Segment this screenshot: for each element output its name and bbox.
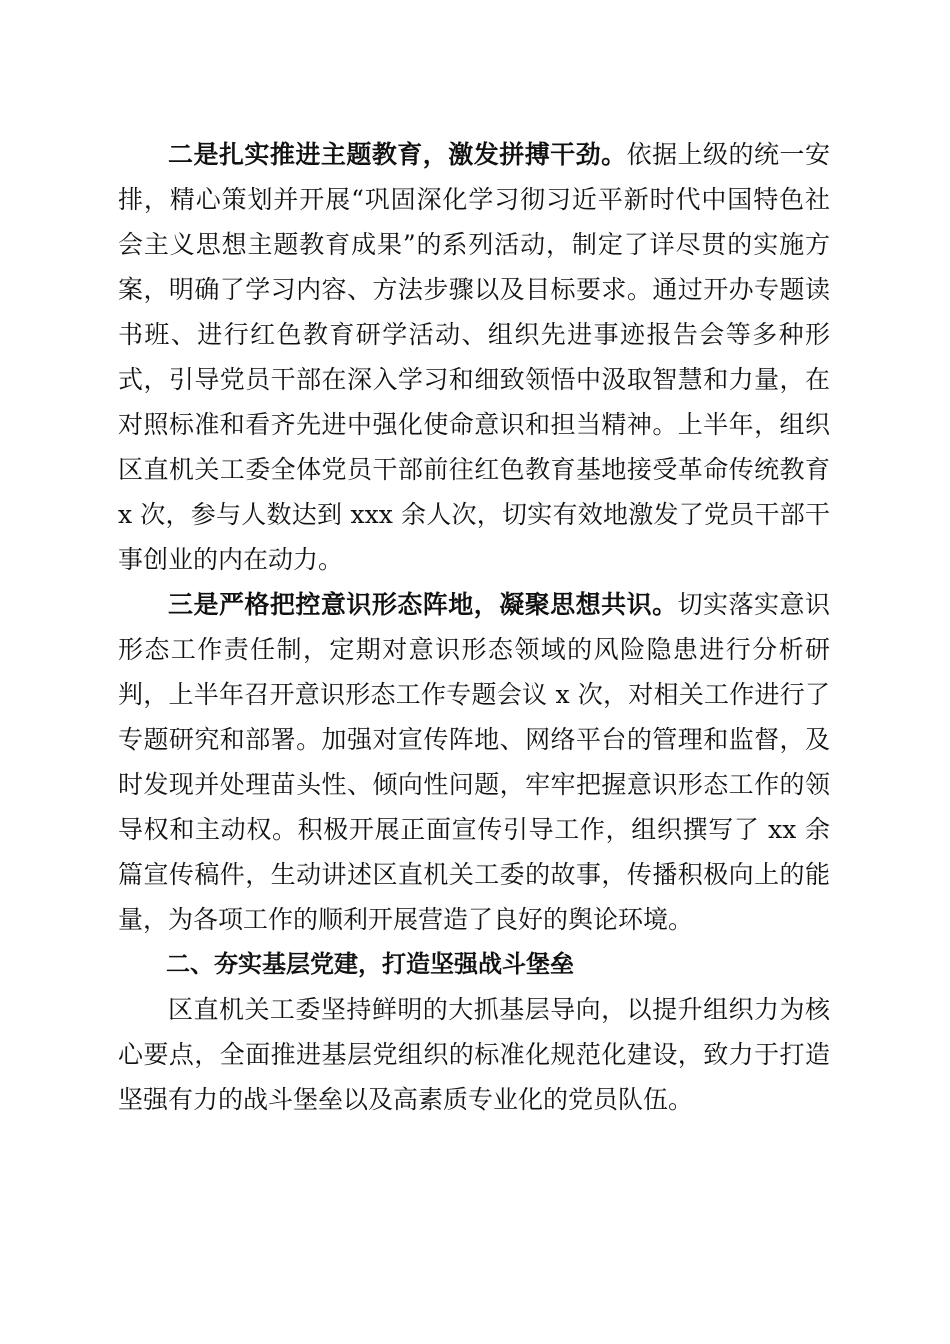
paragraph-theme-education (118, 132, 830, 582)
paragraph-text: 依据上级的统一安排，精心策划并开展“巩固深化学习彻习近平新时代中国特色社会主义思想主题教育成果”的系列活动，制定了详尽贯的实施方案，明确了学习内容、方法步骤以及目标要求。通过开办专题读书班、进行红色教育研学活动、组织先进事迹报告会等多种形式，引导党员干部在深入学习和细致领悟中汲取智慧和力量，在对照标准和看齐先进中强化使命意识和担当精神。上半年，组织区直机关工委全体党员干部前往红色教育基地接受革命传统教育 x 次，参与人数达到 xxx 余人次，切实有效地激发了党员干部干事创业的内在动力。 (118, 140, 830, 574)
section-heading: 二、夯实基层党建，打造坚强战斗堡垒 (166, 950, 574, 978)
paragraph-ideology (118, 582, 830, 942)
paragraph-lead: 二是扎实推进主题教育，激发拼搏干劲。 (168, 140, 627, 169)
document-body (118, 132, 830, 1122)
paragraph-text: 切实落实意识形态工作责任制，定期对意识形态领域的风险隐患进行分析研判，上半年召开意识形态工作专题会议 x 次，对相关工作进行了专题研究和部署。加强对宣传阵地、网络平台的管理和监督，及时发现并处理苗头性、倾向性问题，牢牢把握意识形态工作的领导权和主动权。积极开展正面宣传引导工作，组织撰写了 xx 余篇宣传稿件，生动讲述区直机关工委的故事，传播积极向上的能量，为各项工作的顺利开展营造了良好的舆论环境。 (118, 590, 830, 934)
section-intro-paragraph: 区直机关工委坚持鲜明的大抓基层导向，以提升组织力为核心要点，全面推进基层党组织的标准化规范化建设，致力于打造坚强有力的战斗堡垒以及高素质专业化的党员队伍。 (118, 995, 830, 1114)
paragraph-lead: 三是严格把控意识形态阵地，凝聚思想共识。 (168, 590, 678, 619)
